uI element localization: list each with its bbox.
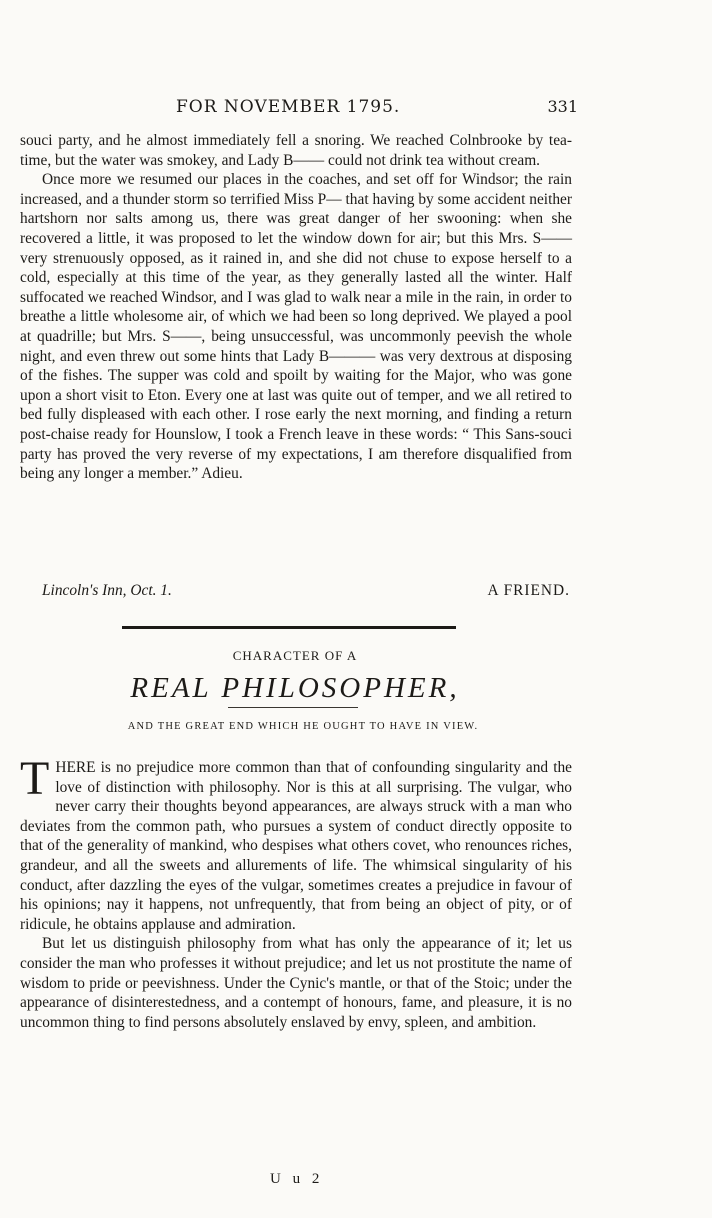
running-head <box>18 97 578 121</box>
letter-paragraph: Once more we resumed our places in the coaches, and set off for Windsor; the rain increased, and a thunder storm so terrified Miss P— that having by some accident neither hartshorn nor salts among us, there was great danger of her swooning: when she recovered a little, it was proposed to let the window down for air; but this Mrs. S—— very strenuously opposed, as it rained in, and she did not chuse to expose herself to a cold, especially at this time of the year, as they generally lasted all the winter. Half suffocated we reached Windsor, and I was glad to walk near a mile in the rain, in order to breathe a little wholesome air, of which we had been so long deprived. We played a pool at quadrille; but Mrs. S——, being unsuccessful, was uncommonly peevish the whole night, and even threw out some hints that Lady B——— was very dextrous at disposing of the fishes. The supper was cold and spoilt by waiting for the Major, who was gone upon a short visit to Eton. Every one at last was quite out of temper, and we all retired to bed fully displeased with each other. I rose early the next morning, and finding a return post-chaise ready for Hounslow, I took a French leave in these words: “ This Sans-souci party has proved the very reverse of my expectations, I am therefore disqualified from being any longer a member.” Adieu. <box>20 171 572 483</box>
article-paragraph-text: HERE is no prejudice more common than that of confounding singularity and the love of distinction with philosophy. Nor is this at all surprising. The vulgar, who never carry their thoughts beyond appearances, are always struck with a man who deviates from the common path, who pursues a system of conduct directly opposite to that of the generality of mankind, who despises what others covet, who renounces riches, grandeur, and all the sweets and allurements of life. The whimsical singularity of his conduct, after dazzling the eyes of the vulgar, sometimes creates a prejudice in favour of his opinions; nay it happens, not unfrequently, that from being an object of pity, or of ridicule, he obtains applause and admiration. <box>20 759 572 933</box>
section-divider <box>122 626 456 629</box>
heading-divider <box>228 707 358 708</box>
article-paragraph: But let us distinguish philosophy from what has only the appearance of it; let us consider the man who professes it without prejudice; and let us not prostitute the name of wisdom to pride or peevishness. Under the Cynic's mantle, or that of the Stoic; under the appearance of disinterestedness, and a contempt of honours, fame, and pleasure, it is no uncommon thing to find persons absolutely enslaved by envy, spleen, and ambition. <box>20 935 572 1031</box>
letter-paragraph: souci party, and he almost immediately fell a snoring. We reached Colnbrooke by tea-time, but the water was smokey, and Lady B—— could not drink tea without cream. <box>20 132 572 169</box>
letter-body <box>20 131 572 484</box>
letter-signoff <box>42 582 570 602</box>
article-subtitle: AND THE GREAT END WHICH HE OUGHT TO HAVE IN VIEW. <box>127 721 479 732</box>
running-title: FOR NOVEMBER 1795. <box>176 97 401 117</box>
drop-cap: T <box>20 752 50 805</box>
article-body <box>20 752 572 1032</box>
article-title: REAL PHILOSOPHER, <box>130 672 460 704</box>
signoff-place: Lincoln's Inn, Oct. 1. <box>42 582 172 599</box>
article-paragraph <box>20 752 572 934</box>
page-number: 331 <box>547 97 578 116</box>
article-kicker: CHARACTER OF A <box>232 648 358 663</box>
signature-mark: U u 2 <box>270 1171 324 1187</box>
signoff-name: A FRIEND. <box>487 582 570 599</box>
